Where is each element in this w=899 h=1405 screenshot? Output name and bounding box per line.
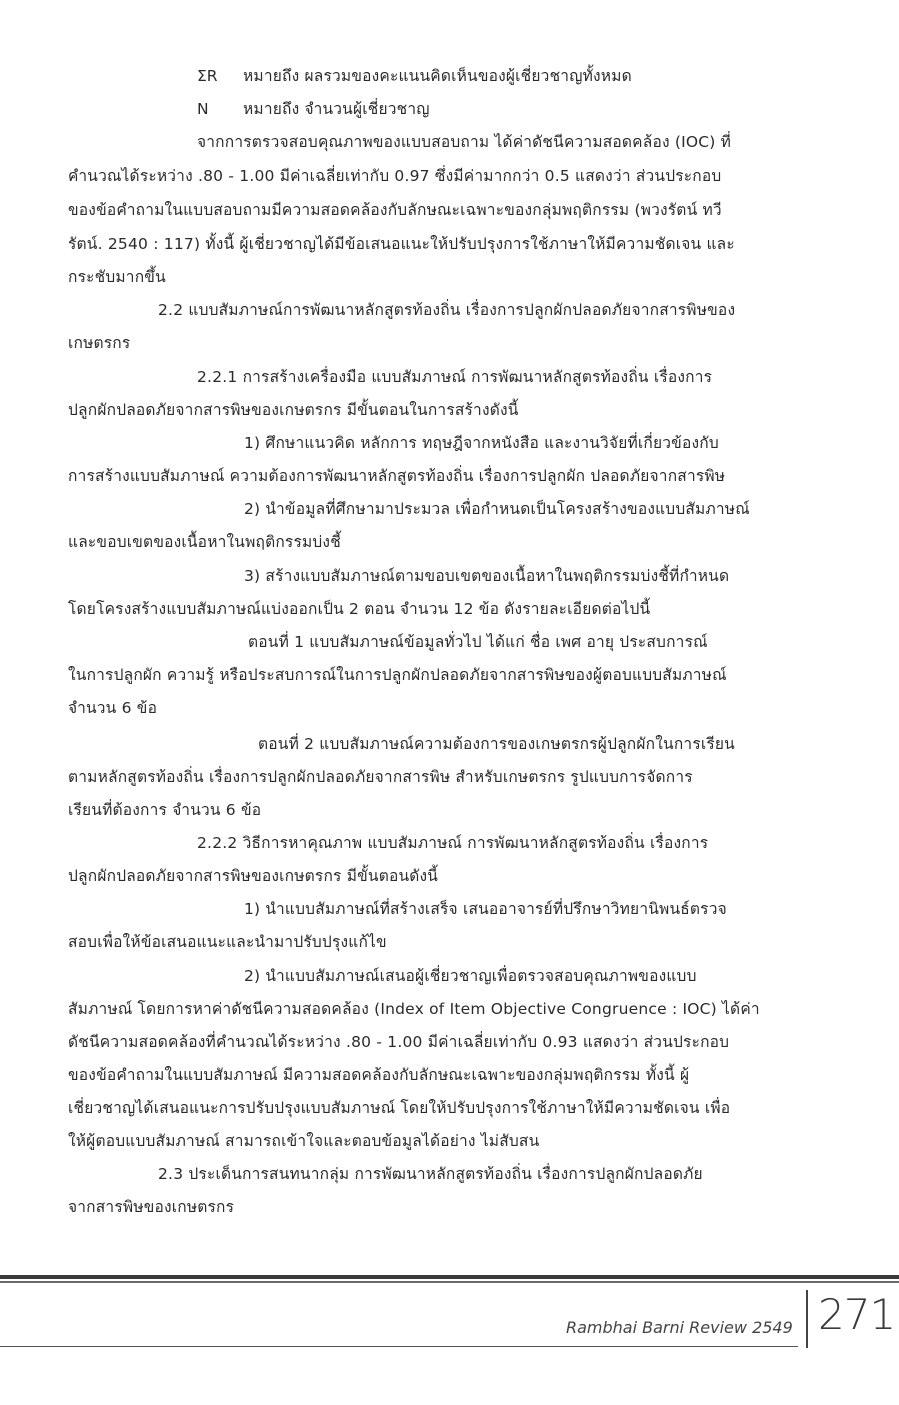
paragraph-line: ของข้อคำถามในแบบสอบถามมีความสอดคล้องกับลักษณะเฉพาะของกลุ่มพฤติกรรม (พวงรัตน์ ทวี xyxy=(68,201,722,219)
list-item: 3) สร้างแบบสัมภาษณ์ตามขอบเขตของเนื้อหาในพฤติกรรมบ่งชี้ที่กำหนด xyxy=(244,567,730,585)
paragraph-line: ดัชนีความสอดคล้องที่คำนวณได้ระหว่าง .80 - 1.00 มีค่าเฉลี่ยเท่ากับ 0.93 แสดงว่า ส่วนประกอบ xyxy=(68,1033,730,1051)
paragraph-line: ตามหลักสูตรท้องถิ่น เรื่องการปลูกผักปลอดภัยจากสารพิษ สำหรับเกษตรกร รูปแบบการจัดการ xyxy=(68,768,693,786)
paragraph-line: สัมภาษณ์ โดยการหาค่าดัชนีความสอดคล้อง (Index of Item Objective Congruence : IOC) ได้ค่า xyxy=(68,1000,760,1018)
n-definition: หมายถึง จำนวนผู้เชี่ยวชาญ xyxy=(243,100,430,118)
n-symbol: N xyxy=(197,100,209,118)
paragraph-line: จากสารพิษของเกษตรกร xyxy=(68,1198,235,1216)
paragraph-line: การสร้างแบบสัมภาษณ์ ความต้องการพัฒนาหลักสูตรท้องถิ่น เรื่องการปลูกผัก ปลอดภัยจากสารพิษ xyxy=(68,467,726,485)
paragraph-line: ปลูกผักปลอดภัยจากสารพิษของเกษตรกร มีขั้นตอนในการสร้างดังนี้ xyxy=(68,401,519,419)
paragraph-line: เชี่ยวชาญได้เสนอแนะการปรับปรุงแบบสัมภาษณ์ โดยให้ปรับปรุงการใช้ภาษาให้มีความชัดเจน เพื่อ xyxy=(68,1099,731,1117)
subsection-heading: 2.2.1 การสร้างเครื่องมือ แบบสัมภาษณ์ การพัฒนาหลักสูตรท้องถิ่น เรื่องการ xyxy=(197,368,713,386)
footer-rule-thin xyxy=(0,1281,899,1283)
paragraph-line: ปลูกผักปลอดภัยจากสารพิษของเกษตรกร มีขั้นตอนดังนี้ xyxy=(68,867,439,885)
list-item: 2) นำแบบสัมภาษณ์เสนอผู้เชี่ยวชาญเพื่อตรวจสอบคุณภาพของแบบ xyxy=(244,967,697,985)
sum-r-definition: หมายถึง ผลรวมของคะแนนคิดเห็นของผู้เชี่ยวชาญทั้งหมด xyxy=(243,67,632,85)
section-heading: 2.3 ประเด็นการสนทนากลุ่ม การพัฒนาหลักสูตรท้องถิ่น เรื่องการปลูกผักปลอดภัย xyxy=(158,1165,703,1183)
subsection-heading: 2.2.2 วิธีการหาคุณภาพ แบบสัมภาษณ์ การพัฒนาหลักสูตรท้องถิ่น เรื่องการ xyxy=(197,834,709,852)
paragraph-line: จำนวน 6 ข้อ xyxy=(68,699,158,717)
paragraph-line: โดยโครงสร้างแบบสัมภาษณ์แบ่งออกเป็น 2 ตอน จำนวน 12 ข้อ ดังรายละเอียดต่อไปนี้ xyxy=(68,600,651,618)
list-item: 1) ศึกษาแนวคิด หลักการ ทฤษฎีจากหนังสือ และงานวิจัยที่เกี่ยวข้องกับ xyxy=(244,434,719,452)
sum-r-symbol: ΣR xyxy=(197,67,218,85)
list-item: 1) นำแบบสัมภาษณ์ที่สร้างเสร็จ เสนออาจารย์ที่ปรึกษาวิทยานิพนธ์ตรวจ xyxy=(244,900,727,918)
journal-title: Rambhai Barni Review 2549 xyxy=(566,1318,793,1337)
paragraph-line: ให้ผู้ตอบแบบสัมภาษณ์ สามารถเข้าใจและตอบข้อมูลได้อย่าง ไม่สับสน xyxy=(68,1132,540,1150)
page-number: 271 xyxy=(818,1290,896,1339)
paragraph-line: ในการปลูกผัก ความรู้ หรือประสบการณ์ในการปลูกผักปลอดภัยจากสารพิษของผู้ตอบแบบสัมภาษณ์ xyxy=(68,666,727,684)
paragraph-line: และขอบเขตของเนื้อหาในพฤติกรรมบ่งชี้ xyxy=(68,533,341,551)
paragraph-line: คำนวณได้ระหว่าง .80 - 1.00 มีค่าเฉลี่ยเท่ากับ 0.97 ซึ่งมีค่ามากกว่า 0.5 แสดงว่า ส่วนประกอบ xyxy=(68,167,722,185)
paragraph-line: สอบเพื่อให้ข้อเสนอแนะและนำมาปรับปรุงแก้ไข xyxy=(68,933,387,951)
footer-rule xyxy=(0,1275,899,1279)
paragraph-line: เกษตรกร xyxy=(68,334,131,352)
paragraph-line: เรียนที่ต้องการ จำนวน 6 ข้อ xyxy=(68,801,262,819)
footer-underline xyxy=(0,1346,798,1347)
paragraph-line: จากการตรวจสอบคุณภาพของแบบสอบถาม ได้ค่าดัชนีความสอดคล้อง (IOC) ที่ xyxy=(197,133,732,151)
footer-divider xyxy=(806,1290,808,1348)
section-heading: 2.2 แบบสัมภาษณ์การพัฒนาหลักสูตรท้องถิ่น เรื่องการปลูกผักปลอดภัยจากสารพิษของ xyxy=(158,301,736,319)
paragraph-line: ของข้อคำถามในแบบสัมภาษณ์ มีความสอดคล้องกับลักษณะเฉพาะของกลุ่มพฤติกรรม ทั้งนี้ ผู้ xyxy=(68,1066,690,1084)
paragraph-line: รัตน์. 2540 : 117) ทั้งนี้ ผู้เชี่ยวชาญได้มีข้อเสนอแนะให้ปรับปรุงการใช้ภาษาให้มีความชัดเจน และ xyxy=(68,235,735,253)
list-item: 2) นำข้อมูลที่ศึกษามาประมวล เพื่อกำหนดเป็นโครงสร้างของแบบสัมภาษณ์ xyxy=(244,500,750,518)
part-heading: ตอนที่ 1 แบบสัมภาษณ์ข้อมูลทั่วไป ได้แก่ ชื่อ เพศ อายุ ประสบการณ์ xyxy=(248,633,708,651)
paragraph-line: กระชับมากขึ้น xyxy=(68,268,166,286)
part-heading: ตอนที่ 2 แบบสัมภาษณ์ความต้องการของเกษตรกรผู้ปลูกผักในการเรียน xyxy=(258,735,735,753)
